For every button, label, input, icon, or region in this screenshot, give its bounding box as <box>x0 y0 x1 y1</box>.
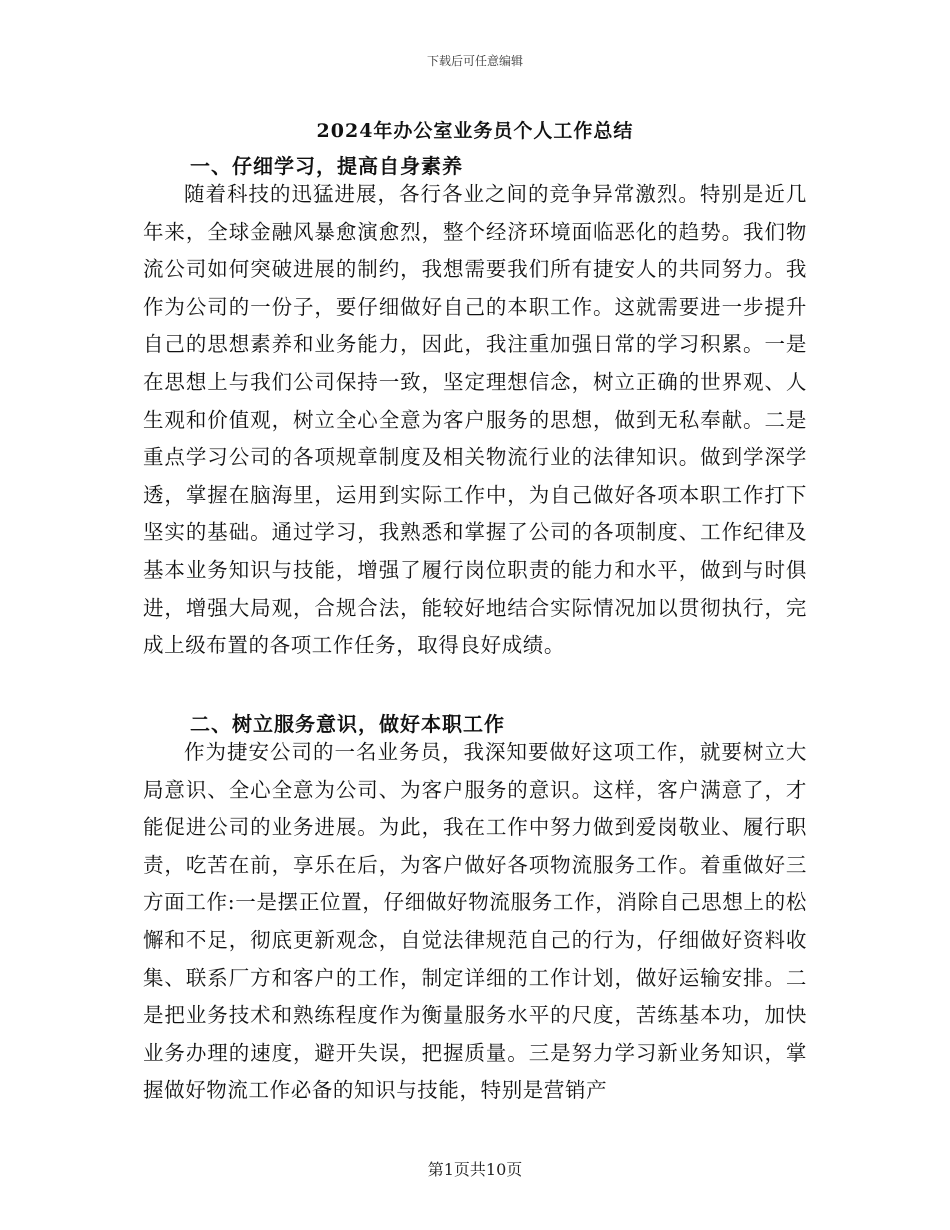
section-2-body: 作为捷安公司的一名业务员，我深知要做好这项工作，就要树立大局意识、全心全意为公司、为客户服务的意识。这样，客户满意了，才能促进公司的业务进展。为此，我在工作中努力做到爱岗敬业、履行职责，吃苦在前，享乐在后，为客户做好各项物流服务工作。着重做好三方面工作:一是摆正位置，仔细做好物流服务工作，消除自己思想上的松懈和不足，彻底更新观念，自觉法律规范自己的行为，仔细做好资料收集、联系厂方和客户的工作，制定详细的工作计划，做好运输安排。二是把业务技术和熟练程度作为衡量服务水平的尺度，苦练基本功，加快业务办理的速度，避开失误，把握质量。三是努力学习新业务知识，掌握做好物流工作必备的知识与技能，特别是营销产 <box>143 740 807 1103</box>
page-header-note: 下载后可任意编辑 <box>426 54 523 68</box>
section-2-heading: 二、树立服务意识，做好本职工作 <box>190 712 505 736</box>
document-title: 2024年办公室业务员个人工作总结 <box>316 120 634 142</box>
section-1-heading: 一、仔细学习，提高自身素养 <box>190 154 463 178</box>
section-1-body: 随着科技的迅猛进展，各行各业之间的竞争异常激烈。特别是近几年来，全球金融风暴愈演愈烈，整个经济环境面临恶化的趋势。我们物流公司如何突破进展的制约，我想需要我们所有捷安人的共同努力。我作为公司的一份子，要仔细做好自己的本职工作。这就需要进一步提升自己的思想素养和业务能力，因此，我注重加强日常的学习积累。一是在思想上与我们公司保持一致，坚定理想信念，树立正确的世界观、人生观和价值观，树立全心全意为客户服务的思想，做到无私奉献。二是重点学习公司的各项规章制度及相关物流行业的法律知识。做到学深学透，掌握在脑海里，运用到实际工作中，为自己做好各项本职工作打下坚实的基础。通过学习，我熟悉和掌握了公司的各项制度、工作纪律及基本业务知识与技能，增强了履行岗位职责的能力和水平，做到与时俱进，增强大局观，合规合法，能较好地结合实际情况加以贯彻执行，完成上级布置的各项工作任务，取得良好成绩。 <box>143 182 807 658</box>
page-number: 第1页共10页 <box>427 1160 523 1179</box>
